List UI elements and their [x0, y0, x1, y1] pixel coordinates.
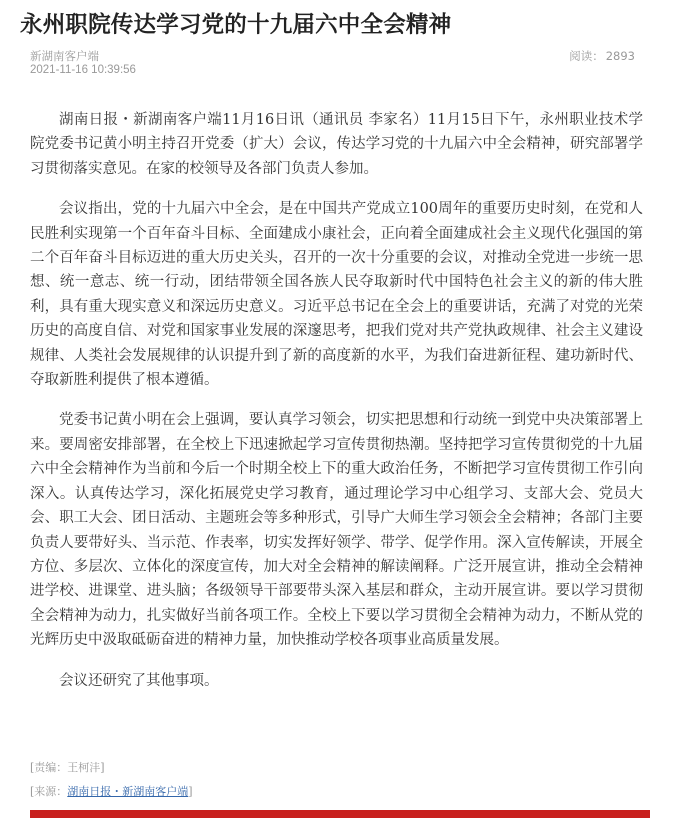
source-suffix: ] [188, 785, 193, 798]
bottom-accent-bar [30, 810, 650, 818]
read-count-value: 2893 [605, 49, 635, 63]
source-prefix: [来源： [30, 785, 68, 798]
paragraph: 党委书记黄小明在会上强调，要认真学习领会，切实把思想和行动统一到党中央决策部署上来。要周密安排部署，在全校上下迅速掀起学习宣传贯彻热潮。坚持把学习宣传贯彻党的十九届六中全会精神作为当前和今后一个时期全校上下的重大政治任务，不断把学习宣传贯彻工作引向深入。认真传达学习，深化拓展党史学习教育，通过理论学习中心组学习、支部大会、党员大会、职工大会、团日活动、主题班会等多种形式，引导广大师生学习领会全会精神；各部门主要负责人要带好头、当示范、作表率，切实发挥好领学、带学、促学作用。深入宣传解读，开展全方位、多层次、立体化的深度宣传，加大对全会精神的解读阐释。广泛开展宣讲，推动全会精神进学校、进课堂、进头脑；各级领导干部要带头深入基层和群众，主动开展宣讲。要以学习贯彻全会精神为动力，扎实做好当前各项工作。全校上下要以学习贯彻全会精神为动力，不断从党的光辉历史中汲取砥砺奋进的精神力量，加快推动学校各项事业高质量发展。 [30, 412, 643, 649]
paragraph: 会议还研究了其他事项。 [59, 672, 219, 689]
paragraph: 会议指出，党的十九届六中全会，是在中国共产党成立100周年的重要历史时刻，在党和人民胜利实现第一个百年奋斗目标、全面建成小康社会，正向着全面建成社会主义现代化强国的第二个百年奋斗目标迈进的重大历史关头，召开的一次十分重要的会议，对推动全党进一步统一思想、统一意志、统一行动，团结带领全国各族人民夺取新时代中国特色社会主义的新的伟大胜利，具有重大现实意义和深远历史意义。习近平总书记在全会上的重要讲话，充满了对党的光荣历史的高度自信、对党和国家事业发展的深邃思考，把我们党对共产党执政规律、社会主义建设规律、人类社会发展规律的认识提升到了新的高度新的水平，为我们奋进新征程、建功新时代、夺取新胜利提供了根本遵循。 [30, 201, 643, 389]
paragraph: 湖南日报・新湖南客户端11月16日讯（通讯员 李家名）11月15日下午，永州职业技术学院党委书记黄小明主持召开党委（扩大）会议，传达学习党的十九届六中全会精神，研究部署学习贯彻落实意见。在家的校领导及各部门负责人参加。 [30, 112, 643, 177]
editor-credit: [责编：王柯沣] [30, 761, 105, 774]
article-body [30, 108, 643, 709]
article-title: 永州职院传达学习党的十九届六中全会精神 [20, 12, 452, 38]
article-source: 新湖南客户端 [30, 49, 99, 63]
article-footnotes [30, 759, 193, 807]
article-datetime: 2021-11-16 10:39:56 [30, 64, 136, 76]
source-credit [30, 783, 193, 801]
source-link[interactable]: 湖南日报・新湖南客户端 [67, 785, 189, 798]
read-count-label: 阅读： [569, 49, 604, 63]
read-count [567, 48, 635, 64]
